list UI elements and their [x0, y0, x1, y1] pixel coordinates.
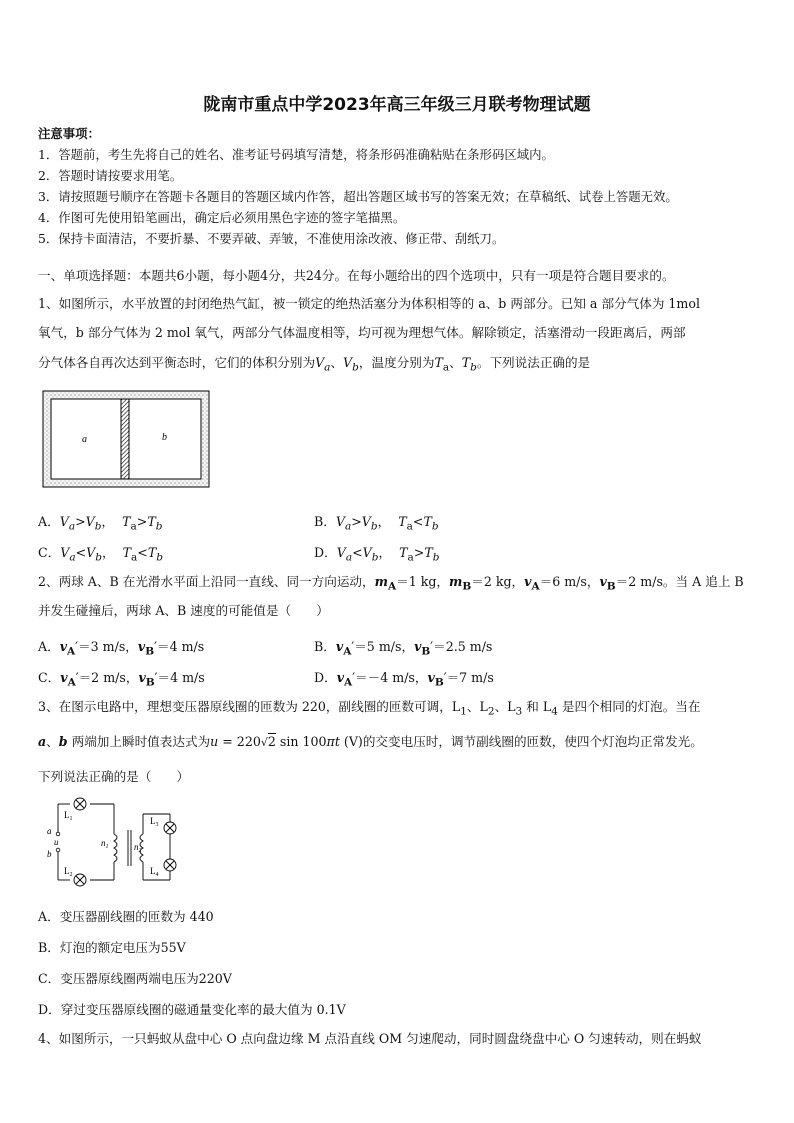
q3-line-2a: 两端加上瞬时值表达式为 [71, 734, 211, 749]
svg-text:n1: $n_1$ [101, 838, 109, 850]
q1-line-3b: ，温度分别为 [358, 355, 435, 370]
notice-heading: 注意事项： [38, 126, 100, 141]
q2-option-a-letter: A． [38, 639, 60, 654]
q3-option-d: D．穿过变压器原线圈的磁通量变化率的最大值为 0.1V [38, 1002, 346, 1017]
svg-text:L3: $L_3$ [150, 816, 159, 828]
q2-option-c-letter: C． [38, 670, 61, 685]
svg-text:L1: $L_1$ [64, 810, 73, 822]
q2-option-d: D．$v_A'=-4$ m/s，$v_B'=7$ m/s [314, 670, 494, 689]
q2-option-d-letter: D． [314, 670, 337, 685]
notice-item-5: 5．保持卡面清洁，不要折暴、不要弄破、弄皱，不准使用涂改液、修正带、刮纸刀。 [38, 231, 505, 246]
q2-option-a: A．$v_A'=3$ m/s，$v_B'=4$ m/s [38, 639, 205, 658]
chamber-a-label: a [82, 434, 87, 445]
q1-line-2: 氧气，b 部分气体为 2 mol 氧气，两部分气体温度相等，均可视为理想气体。解除锁定，活塞滑动一段距离后，两部 [38, 325, 686, 340]
q3-option-b: B．灯泡的额定电压为55V [38, 940, 186, 955]
q1-option-a: A．$V_a>V_b$， $T_a>T_b$ [38, 514, 163, 533]
q2-option-b: B．$v_A'=5$ m/s，$v_B'=2.5$ m/s [314, 639, 493, 658]
primary-coil [114, 834, 117, 862]
q1-option-c: C．$V_a<V_b$， $T_a<T_b$ [38, 545, 163, 564]
svg-text:L2: $L_2$ [64, 866, 73, 878]
q1-option-d-letter: D． [314, 545, 337, 560]
q3-line-3: 下列说法正确的是（ ） [38, 769, 190, 784]
svg-text:L4: $L_4$ [150, 866, 159, 878]
q2-option-c: C．$v_A'=2$ m/s，$v_B'=4$ m/s [38, 670, 205, 689]
svg-text:b: b [47, 849, 52, 859]
q1-line-3c: 。下列说法正确的是 [476, 355, 591, 370]
svg-text:n2: $n_2$ [134, 842, 142, 854]
svg-text:a: a [47, 826, 52, 836]
q2-line-1-tail: 当 A 追上 B [675, 574, 744, 589]
q2-option-b-letter: B． [314, 639, 336, 654]
q3-option-a: A．变压器副线圈的匝数为 440 [38, 909, 214, 924]
q3-line-2b: (V)的交变电压时，调节副线圈的匝数，使四个灯泡均正常发光。 [343, 734, 703, 749]
q2-line-1-text: 2、两球 A、B 在光滑水平面上沿同一直线、同一方向运动， [38, 574, 375, 589]
q3-line-2: a、b 两端加上瞬时值表达式为u = 220√2 sin 100πt (V)的交变电压时，调节副线圈的匝数，使四个灯泡均正常发光。 [38, 734, 703, 749]
q2-line-2: 并发生碰撞后，两球 A、B 速度的可能值是（ ） [38, 603, 329, 618]
q1-option-a-letter: A． [38, 514, 60, 529]
section-heading: 一、单项选择题：本题共6小题，每小题4分，共24分。在每小题给出的四个选项中，只有一项是符合题目要求的。 [38, 268, 675, 283]
q4-line-1: 4、如图所示，一只蚂蚁从盘中心 O 点向盘边缘 M 点沿直线 OM 匀速爬动，同时圆盘绕盘中心 O 匀速转动，则在蚂蚁 [38, 1031, 702, 1046]
cylinder-figure [42, 390, 210, 488]
notice-item-3: 3．请按照题号顺序在答题卡各题目的答题区域内作答，超出答题区域书写的答案无效；在草稿纸、试卷上答题无效。 [38, 189, 678, 204]
q1-option-c-letter: C． [38, 545, 61, 560]
q3-line-1: 3、在图示电路中，理想变压器原线圈的匝数为 220，副线圈的匝数可调，$L_1$、$L_2$、$L_3$ 和 $L_4$ 是四个相同的灯泡。当在 [38, 699, 701, 718]
svg-text:u: u [54, 837, 59, 847]
q1-option-b: B．$V_a>V_b$， $T_a<T_b$ [314, 514, 439, 533]
q3-line-1-text: 3、在图示电路中，理想变压器原线圈的匝数为 220，副线圈的匝数可调，L [38, 699, 461, 714]
q3-option-c: C．变压器原线圈两端电压为220V [38, 971, 232, 986]
chamber-b-label: b [162, 432, 167, 443]
notice-item-2: 2．答题时请按要求用笔。 [38, 168, 183, 183]
notice-item-4: 4．作图可先使用铅笔画出，确定后必须用黑色字迹的签字笔描黑。 [38, 210, 406, 225]
transformer-circuit-figure [44, 794, 190, 888]
q1-line-1: 1、如图所示，水平放置的封闭绝热气缸，被一锁定的绝热活塞分为体积相等的 a、b 两部分。已知 a 部分气体为 1mol [38, 296, 700, 311]
q2-line-1: 2、两球 A、B 在光滑水平面上沿同一直线、同一方向运动，$m_A=1$ kg，$m_B=2$ kg，$v_A=6$ m/s，$v_B=2$ m/s。当 A 追上 B [38, 574, 744, 593]
q1-line-3: 分气体各自再次达到平衡态时，它们的体积分别为$V_a$、$V_b$，温度分别为$T_a$、$T_b$。下列说法正确的是 [38, 355, 591, 374]
q1-line-3a: 分气体各自再次达到平衡态时，它们的体积分别为 [38, 355, 316, 370]
page-title: 陇南市重点中学2023年高三年级三月联考物理试题 [203, 95, 591, 115]
q1-option-d: D．$V_a<V_b$， $T_a>T_b$ [314, 545, 440, 564]
notice-item-1: 1．答题前，考生先将自己的姓名、准考证号码填写清楚，将条形码准确粘贴在条形码区域内。 [38, 147, 554, 162]
q1-option-b-letter: B． [314, 514, 336, 529]
piston [121, 399, 129, 479]
